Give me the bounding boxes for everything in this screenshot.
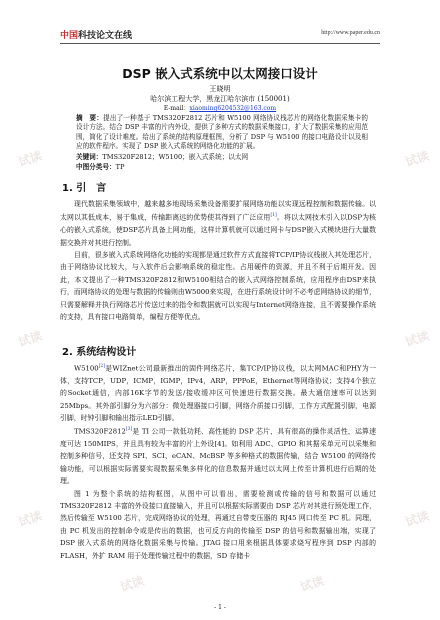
watermark: 试读 [16, 328, 44, 350]
paper-email [0, 103, 440, 112]
page-number: - 1 - [214, 604, 226, 611]
paragraph [60, 488, 376, 562]
paragraph-text: 是 TI 公司一款低功耗、高性能的 DSP 芯片，具有很高的操作灵活性，运算速度可达 150MIPS，并且具有较为丰富的片上外设[4]。如利用 ADC、GPIO 和其据采单元可以采集和控制多种信号，还支持 SPI、SCI、eCAN、McBSP 等多种格式的数据传输，结合 W5100 的网络传输功能，可以根据实际需要实现数据采集多样化的信息数据并通过以太网上传至计算机进行后期的处理。 [60, 427, 376, 486]
paragraph-text: TMS320F2812 [74, 427, 126, 436]
abstract-label: 摘 要： [76, 114, 104, 122]
email-label: E-mail： [163, 105, 190, 112]
watermark: 试读 [118, 573, 146, 595]
header-url[interactable]: http://www.paper.edu.cn [321, 30, 380, 36]
paragraph-text: 目前，很多嵌入式系统网络化功能的实现都是通过软件方式直接将TCP/IP协议栈嵌入其处理芯片，由于网络协议比较大，与入软件后会影响系统的稳定性。占用硬件的资源，并且不利于后期开发。因此，本文提出了一种TMS320F2812和W5100相结合的嵌入式网络控制系统，应用程序由DSP来执行，而网络协议的处理与数据的传输则由W5000来实现，在进行系统设计时不必考虑网络协议的细节，只需要解释并执行网络芯片传送过来的指令和数据就可以实现与Internet网络连接，且不需要操作系统的支持，具有接口电路简单，编程方便等优点。 [60, 250, 376, 321]
paragraph-text: 。将以太网技术引入以DSP为核心的嵌入式系统，使DSP芯片具备上网功能，这样计算机就可以通过网卡与DSP嵌入式模块进行大量数据交换并对其进行控制。 [60, 213, 376, 247]
paper-affiliation: 哈尔滨工程大学，黑龙江哈尔滨市 (150001) [150, 95, 290, 103]
paper-title: DSP 嵌入式系统中以太网接口设计 [122, 66, 318, 81]
watermark: 试读 [403, 328, 431, 350]
clc-number [76, 163, 368, 172]
paragraph-text: 现代数据采集领域中，越来越多地现场采集设备需要扩展网络功能以实现远程控制和数据传输。以太网以其低成本，易于集成，传输距离远的优势使其得到了广泛应用 [60, 200, 376, 222]
paragraph [60, 424, 376, 487]
watermark: 试读 [16, 148, 44, 170]
paragraph-text: 是WIZnet公司最新推出的固件网络芯片，集TCP/IP协议栈，以太网MAC和PHY为一体，支持TCP，UDP，ICMP，IGMP，IPv4，ARP，PPPoE，Ethernet等网络协议；支持4个独立的Socket通信，内部16K字节的发送/接收缓冲区可快速进行数据交换。最大通信速率可以达到25Mbps。其外部引脚分为六部分：微处理器接口引脚，网络介质接口引脚，工作方式配置引脚，电源引脚，时钟引脚和输出指示LED引脚。 [60, 364, 376, 422]
header-rule [60, 43, 380, 44]
email-link[interactable]: xiaoming6204532@163.com [189, 105, 277, 112]
watermark: 试读 [403, 148, 431, 170]
keywords-label: 关键词： [76, 153, 103, 161]
paragraph-text: 图 1 为整个系统的结构框图，从图中可以看出，需要检测或传输的信号和数据可以通过 TMS320F2812 丰富的外设接口直接输入，并且可以根据实际需要由 DSP 芯片对其进行预处理工作，然后传输至 W5100 芯片，完成网络协议的处理，再通过自带变压器的 RJ45 网口传至 PC 机。同理，由 PC 机发出的控制命令或是传出的数据，也可反方向的传输至 DSP 的信号和数据输出端，实现了 DSP 嵌入式系统的网络化数据采集与传输。JTAG 接口用来根据具体要求烧写程序到 DSP 内部的 FLASH，外扩 RAM 用于处理传输过程中的数据，SD 存储卡 [60, 489, 376, 560]
paragraph [60, 198, 376, 249]
section-body [60, 198, 376, 323]
watermark: 试读 [298, 573, 326, 595]
clc-label: 中图分类号： [76, 163, 116, 171]
section-heading: 2. 系统结构设计 [62, 347, 137, 358]
citation[interactable]: [2] [98, 364, 105, 369]
paragraph-text: W5100 [74, 364, 99, 373]
section-heading: 1. 引 言 [62, 183, 107, 194]
page-header [60, 28, 380, 42]
keywords-text: TMS320F2812；W5100；嵌入式系统；以太网 [102, 153, 249, 161]
abstract-text: 提出了一种基于 TMS320F2812 芯片和 W5100 网络协议栈芯片的网络化数据采集卡的设计方法。结合 DSP 丰富的片内外设，提供了多种方式的数据采集接口，扩大了数据采集的应用范围，简化了设计难度。给出了系统的结构原理框图，分析了 DSP 与 W5100 的接口电路设计以及相应的软件程序。实现了 DSP 嵌入式系统的网络化功能的扩展。 [76, 114, 368, 150]
journal-logo [60, 28, 132, 41]
logo-dark-text: 科技论文在线 [78, 31, 133, 41]
watermark: 试读 [403, 508, 431, 530]
watermark: 试读 [16, 508, 44, 530]
section-body [60, 361, 376, 562]
paragraph [60, 361, 376, 424]
logo-red-text: 中国 [60, 31, 79, 41]
clc-text: TP [115, 163, 125, 171]
citation[interactable]: [1] [270, 213, 277, 219]
paragraph [60, 249, 376, 323]
citation[interactable]: [3] [125, 427, 133, 433]
paper-author: 王晓明 [209, 85, 231, 93]
abstract [76, 114, 368, 151]
keywords [76, 153, 368, 162]
